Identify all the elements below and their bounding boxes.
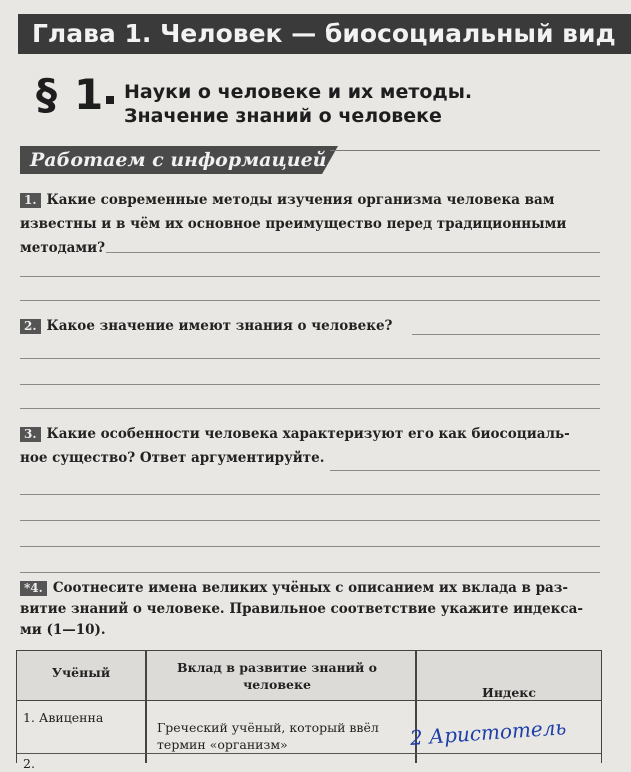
chapter-title: Глава 1. Человек — биосоциальный вид bbox=[18, 14, 631, 54]
question-number: 1. bbox=[20, 193, 41, 208]
question-text: витие знаний о человеке. Правильное соответствие укажите индекса- bbox=[20, 601, 583, 617]
answer-line[interactable] bbox=[20, 358, 600, 359]
answer-line[interactable] bbox=[106, 252, 600, 253]
column-header-scientist: Учёный bbox=[51, 665, 111, 680]
question-4 bbox=[20, 578, 606, 641]
matching-table bbox=[16, 650, 602, 771]
paragraph-sign: § bbox=[36, 70, 57, 119]
question-text: Какие особенности человека характеризуют его как биосоциаль- bbox=[46, 426, 570, 442]
answer-line[interactable] bbox=[330, 470, 600, 471]
answer-line[interactable] bbox=[20, 276, 600, 277]
question-2 bbox=[20, 314, 420, 338]
paragraph-bullet bbox=[106, 96, 114, 104]
question-number: 2. bbox=[20, 319, 41, 334]
divider bbox=[145, 651, 147, 763]
question-text: Соотнесите имена великих учёных с описанием их вклада в раз- bbox=[52, 580, 569, 596]
question-text: методами? bbox=[20, 240, 106, 256]
table-cell-scientist: 2. bbox=[23, 756, 35, 771]
question-number: *4. bbox=[20, 581, 47, 596]
paragraph-title bbox=[124, 80, 544, 128]
question-text: ми (1—10). bbox=[20, 622, 106, 638]
column-header-index: Индекс bbox=[482, 685, 536, 700]
divider bbox=[17, 753, 601, 754]
question-number: 3. bbox=[20, 427, 41, 442]
answer-line[interactable] bbox=[20, 572, 600, 573]
answer-line[interactable] bbox=[20, 520, 600, 521]
answer-line[interactable] bbox=[20, 494, 600, 495]
question-1 bbox=[20, 188, 600, 260]
column-header-contribution: Вклад в развитие знаний о человеке bbox=[177, 660, 377, 692]
answer-line[interactable] bbox=[20, 546, 600, 547]
answer-line[interactable] bbox=[20, 384, 600, 385]
divider bbox=[330, 150, 600, 151]
table-cell-scientist: 1. Авиценна bbox=[23, 710, 104, 725]
question-3 bbox=[20, 422, 600, 470]
section-banner-label: Работаем с информацией bbox=[30, 149, 327, 171]
answer-line[interactable] bbox=[20, 408, 600, 409]
table-cell-contribution: Греческий учёный, который ввёл термин «организм» bbox=[157, 720, 379, 752]
answer-line[interactable] bbox=[20, 300, 600, 301]
answer-line[interactable] bbox=[412, 334, 600, 335]
handwritten-answer: 2 Аристотель bbox=[409, 715, 568, 750]
question-text: ное существо? Ответ аргументируйте. bbox=[20, 450, 325, 466]
paragraph-title-line2: Значение знаний о человеке bbox=[124, 105, 442, 127]
question-text: Какие современные методы изучения организма человека вам bbox=[46, 192, 555, 208]
paragraph-title-line1: Науки о человеке и их методы. bbox=[124, 81, 473, 103]
question-text: известны и в чём их основное преимущество перед традиционными bbox=[20, 216, 567, 232]
paragraph-number: 1 bbox=[74, 70, 104, 119]
question-text: Какое значение имеют знания о человеке? bbox=[46, 318, 393, 334]
